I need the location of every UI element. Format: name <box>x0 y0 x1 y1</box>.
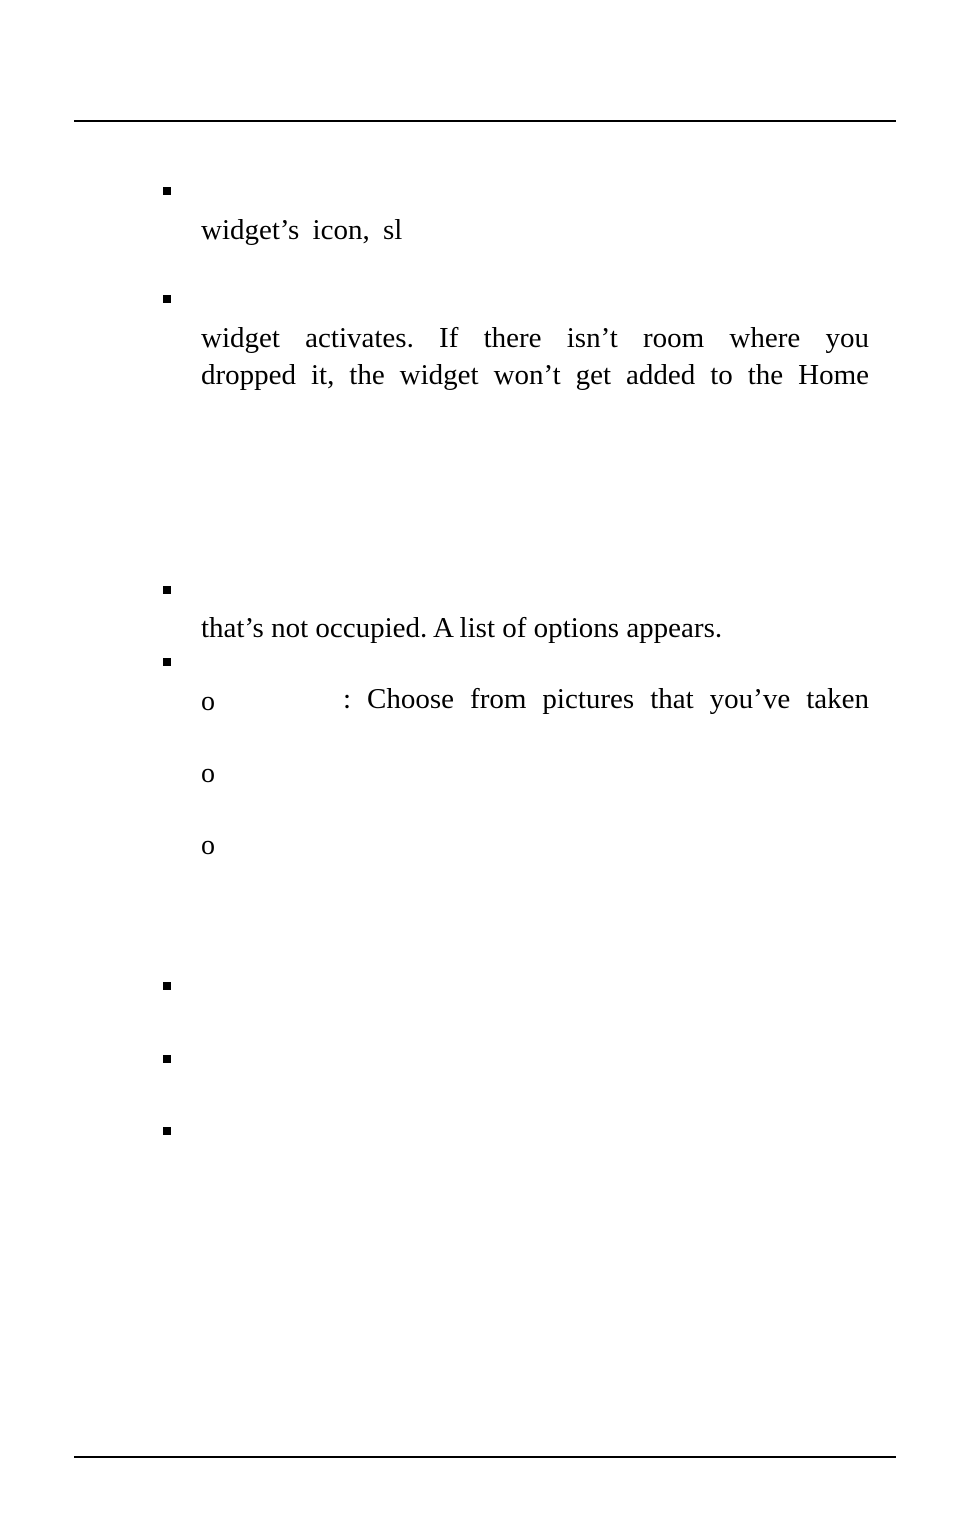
body-text-line: widget’s icon, sl <box>201 214 403 246</box>
bullet-marker <box>163 187 171 195</box>
bullet-marker <box>163 1055 171 1063</box>
body-text-line: dropped it, the widget won’t get added to the Home <box>201 359 869 391</box>
bullet-marker <box>163 658 171 666</box>
bullet-marker <box>163 982 171 990</box>
bullet-marker <box>163 295 171 303</box>
header-rule <box>74 120 896 122</box>
sub-bullet-marker: o <box>201 830 215 861</box>
sub-bullet-marker: o <box>201 686 215 717</box>
body-text-line: widget activates. If there isn’t room where you <box>201 322 869 354</box>
footer-rule <box>74 1456 896 1458</box>
bullet-marker <box>163 586 171 594</box>
body-text-line: : Choose from pictures that you’ve taken <box>343 683 869 715</box>
body-text-line: that’s not occupied. A list of options appears. <box>201 612 723 644</box>
bullet-marker <box>163 1127 171 1135</box>
sub-bullet-marker: o <box>201 758 215 789</box>
